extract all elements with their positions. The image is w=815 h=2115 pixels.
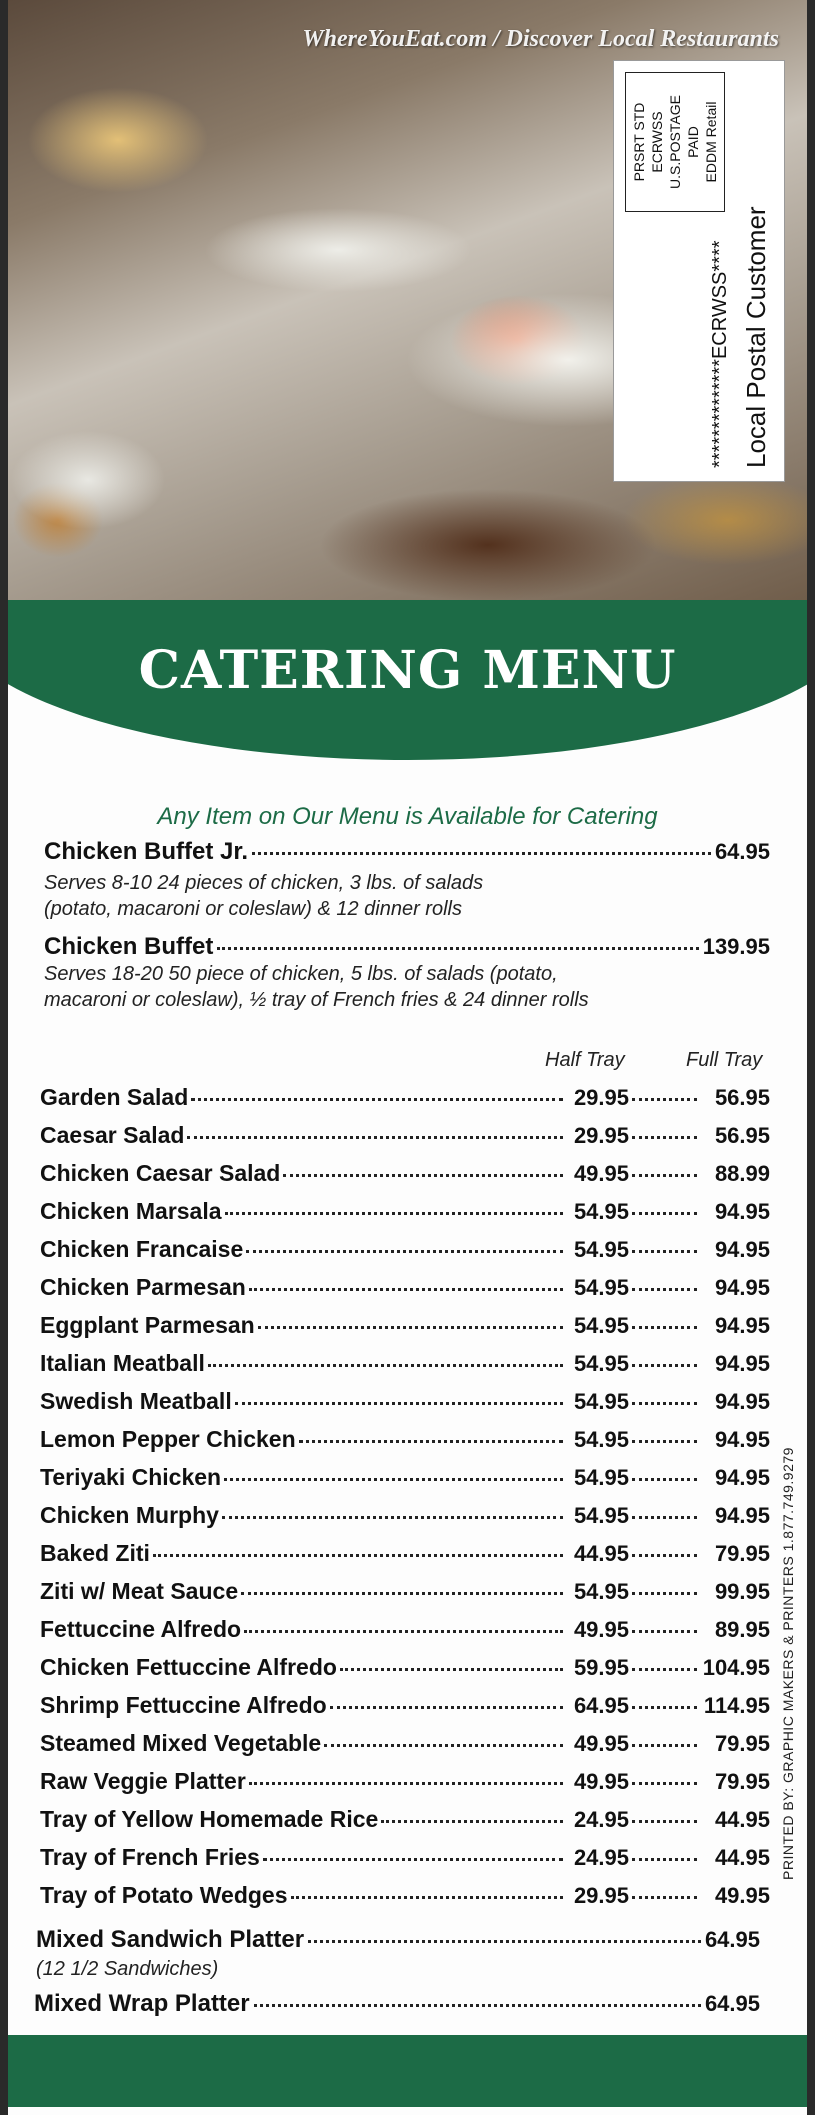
tray-item: Ziti w/ Meat Sauce 54.95 99.95 bbox=[40, 1578, 770, 1604]
full-price: 94.95 bbox=[714, 1389, 770, 1414]
full-price: 44.95 bbox=[714, 1845, 770, 1870]
full-price: 94.95 bbox=[714, 1465, 770, 1490]
item-name: Chicken Buffet bbox=[44, 933, 214, 960]
full-price: 99.95 bbox=[714, 1579, 770, 1604]
half-price: 64.95 bbox=[573, 1693, 629, 1718]
half-price: 54.95 bbox=[573, 1389, 629, 1414]
watermark: WhereYouEat.com / Discover Local Restaurants bbox=[302, 26, 779, 52]
tray-item: Eggplant Parmesan 54.95 94.95 bbox=[40, 1312, 770, 1338]
right-edge bbox=[807, 0, 815, 2115]
postage-line: U.S.POSTAGE bbox=[667, 95, 683, 189]
full-price: 49.95 bbox=[714, 1883, 770, 1908]
full-price: 88.99 bbox=[714, 1161, 770, 1186]
half-price: 54.95 bbox=[573, 1199, 629, 1224]
full-price: 56.95 bbox=[714, 1085, 770, 1110]
tray-item: Chicken Marsala 54.95 94.95 bbox=[40, 1198, 770, 1224]
item-name: Mixed Wrap Platter bbox=[34, 1990, 250, 2017]
half-price: 54.95 bbox=[573, 1427, 629, 1452]
tray-item: Steamed Mixed Vegetable 49.95 79.95 bbox=[40, 1730, 770, 1756]
postal-customer: Local Postal Customer bbox=[741, 206, 771, 468]
half-price: 29.95 bbox=[573, 1123, 629, 1148]
item-price: 64.95 bbox=[704, 1927, 760, 1952]
full-price: 79.95 bbox=[714, 1541, 770, 1566]
half-price: 24.95 bbox=[573, 1845, 629, 1870]
item-description: Serves 18-20 50 piece of chicken, 5 lbs. of salads (potato, macaroni or coleslaw), ½ tray of French fries & 24 dinner rolls bbox=[44, 963, 589, 1011]
half-price: 49.95 bbox=[573, 1769, 629, 1794]
item-price: 64.95 bbox=[714, 839, 770, 864]
tray-item: Tray of French Fries 24.95 44.95 bbox=[40, 1844, 770, 1870]
half-price: 24.95 bbox=[573, 1807, 629, 1832]
item-price: 139.95 bbox=[702, 934, 770, 959]
item-description: Serves 8-10 24 pieces of chicken, 3 lbs. of salads (potato, macaroni or coleslaw) & 12 dinner rolls bbox=[44, 872, 484, 920]
full-price: 94.95 bbox=[714, 1199, 770, 1224]
full-tray-header: Full Tray bbox=[686, 1049, 763, 1071]
tray-item: Chicken Parmesan 54.95 94.95 bbox=[40, 1274, 770, 1300]
item-name: Mixed Sandwich Platter bbox=[36, 1926, 305, 1953]
ecrwss-line: **************ECRWSS**** bbox=[709, 240, 731, 468]
half-price: 54.95 bbox=[573, 1237, 629, 1262]
full-price: 44.95 bbox=[714, 1807, 770, 1832]
postage-indicia bbox=[613, 60, 785, 482]
buffet-item bbox=[44, 933, 770, 961]
half-price: 49.95 bbox=[573, 1731, 629, 1756]
postage-line: ECRWSS bbox=[649, 111, 665, 173]
title-band bbox=[8, 600, 807, 760]
tray-item: Teriyaki Chicken 54.95 94.95 bbox=[40, 1464, 770, 1490]
food-photo bbox=[8, 0, 807, 610]
platter-item bbox=[34, 1990, 760, 2018]
tray-item: Caesar Salad 29.95 56.95 bbox=[40, 1122, 770, 1148]
tray-item: Chicken Fettuccine Alfredo 59.95 104.95 bbox=[40, 1654, 770, 1680]
tray-item: Tray of Potato Wedges 29.95 49.95 bbox=[40, 1882, 770, 1908]
full-price: 94.95 bbox=[714, 1275, 770, 1300]
tray-item: Lemon Pepper Chicken 54.95 94.95 bbox=[40, 1426, 770, 1452]
platter-item bbox=[36, 1926, 760, 1954]
full-price: 79.95 bbox=[714, 1769, 770, 1794]
postage-stamp-box bbox=[625, 72, 725, 212]
tray-item: Italian Meatball 54.95 94.95 bbox=[40, 1350, 770, 1376]
half-price: 54.95 bbox=[573, 1275, 629, 1300]
full-price: 104.95 bbox=[702, 1655, 770, 1680]
postage-line: PAID bbox=[685, 126, 701, 158]
tray-item: Chicken Murphy 54.95 94.95 bbox=[40, 1502, 770, 1528]
item-note: (12 1/2 Sandwiches) bbox=[36, 1958, 219, 1980]
tray-item: Garden Salad 29.95 56.95 bbox=[40, 1084, 770, 1110]
tray-item: Raw Veggie Platter 49.95 79.95 bbox=[40, 1768, 770, 1794]
tray-item: Swedish Meatball 54.95 94.95 bbox=[40, 1388, 770, 1414]
full-price: 94.95 bbox=[714, 1351, 770, 1376]
full-price: 79.95 bbox=[714, 1731, 770, 1756]
half-tray-header: Half Tray bbox=[545, 1049, 625, 1071]
half-price: 44.95 bbox=[573, 1541, 629, 1566]
full-price: 56.95 bbox=[714, 1123, 770, 1148]
half-price: 54.95 bbox=[573, 1465, 629, 1490]
half-price: 59.95 bbox=[573, 1655, 629, 1680]
tray-item: Chicken Francaise 54.95 94.95 bbox=[40, 1236, 770, 1262]
catering-tagline: Any Item on Our Menu is Available for Catering bbox=[157, 803, 658, 830]
half-price: 54.95 bbox=[573, 1351, 629, 1376]
half-price: 54.95 bbox=[573, 1313, 629, 1338]
footer-bar bbox=[8, 2035, 807, 2107]
full-price: 89.95 bbox=[714, 1617, 770, 1642]
full-price: 94.95 bbox=[714, 1427, 770, 1452]
tray-item: Chicken Caesar Salad 49.95 88.99 bbox=[40, 1160, 770, 1186]
half-price: 29.95 bbox=[573, 1085, 629, 1110]
left-edge bbox=[0, 0, 8, 2115]
tray-item: Tray of Yellow Homemade Rice 24.95 44.95 bbox=[40, 1806, 770, 1832]
printer-credit: PRINTED BY: GRAPHIC MAKERS & PRINTERS 1.877.749.9279 bbox=[780, 1447, 796, 1880]
half-price: 49.95 bbox=[573, 1617, 629, 1642]
half-price: 54.95 bbox=[573, 1503, 629, 1528]
half-price: 49.95 bbox=[573, 1161, 629, 1186]
postage-line: PRSRT STD bbox=[631, 102, 647, 182]
tray-item: Fettuccine Alfredo 49.95 89.95 bbox=[40, 1616, 770, 1642]
full-price: 114.95 bbox=[703, 1693, 770, 1718]
tray-item: Shrimp Fettuccine Alfredo 64.95 114.95 bbox=[40, 1692, 770, 1718]
full-price: 94.95 bbox=[714, 1313, 770, 1338]
half-price: 29.95 bbox=[573, 1883, 629, 1908]
half-price: 54.95 bbox=[573, 1579, 629, 1604]
page-title: CATERING MENU bbox=[138, 640, 677, 701]
item-name: Chicken Buffet Jr. bbox=[44, 838, 249, 865]
item-price: 64.95 bbox=[704, 1991, 760, 2016]
tray-item: Baked Ziti 44.95 79.95 bbox=[40, 1540, 770, 1566]
full-price: 94.95 bbox=[714, 1237, 770, 1262]
buffet-item bbox=[44, 838, 770, 866]
full-price: 94.95 bbox=[714, 1503, 770, 1528]
postage-line: EDDM Retail bbox=[703, 101, 719, 183]
